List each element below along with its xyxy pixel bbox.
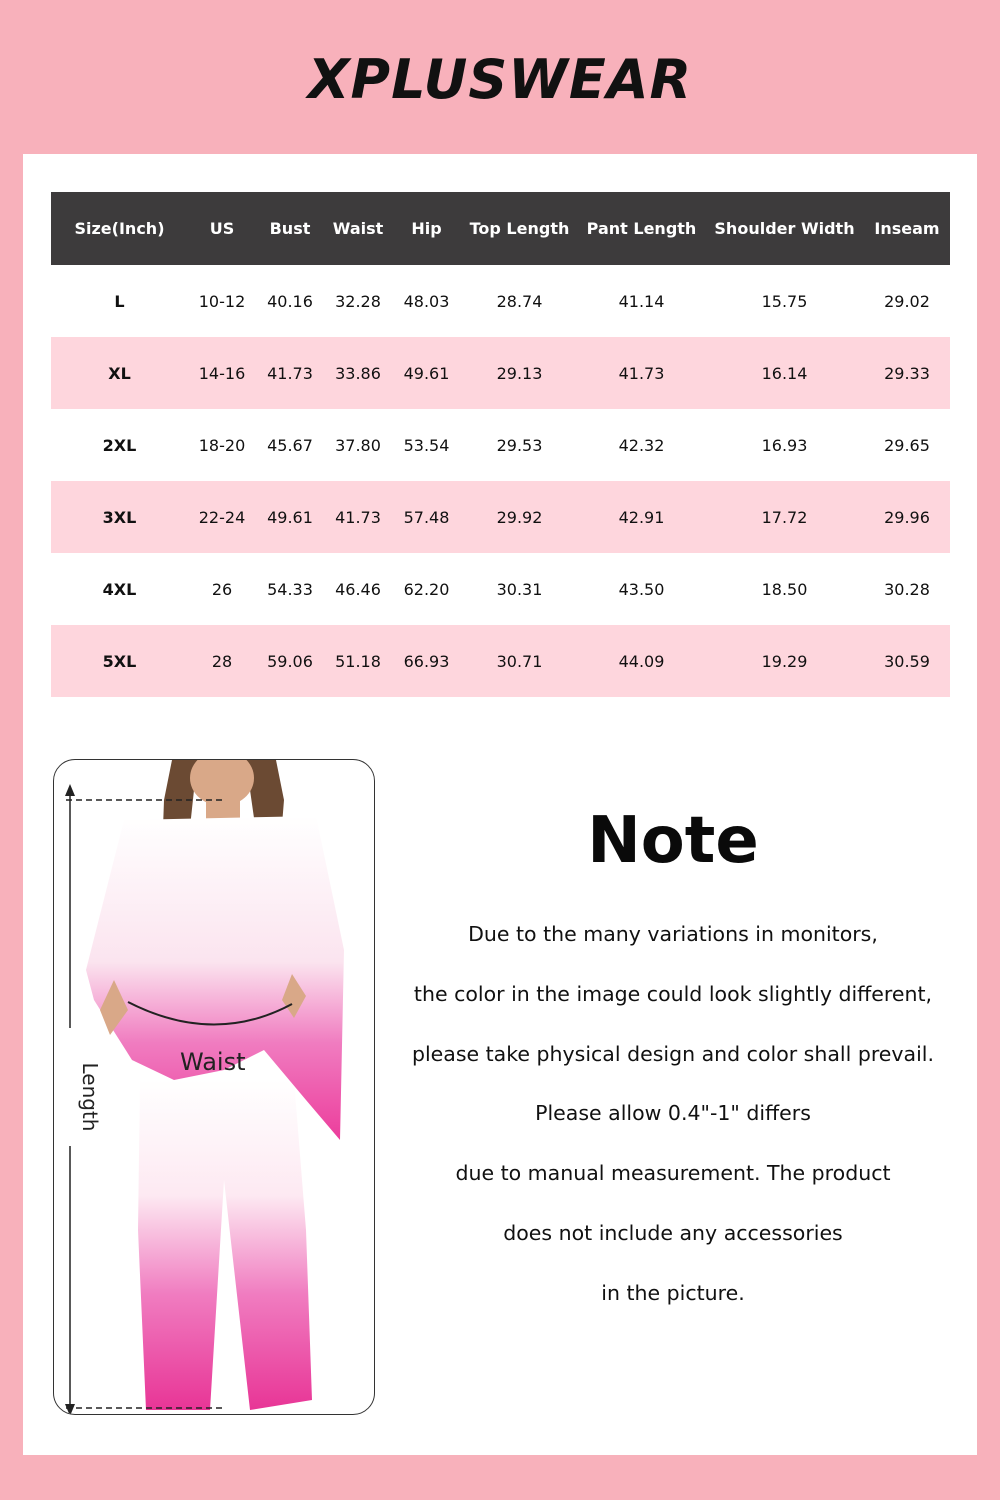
table-cell: 29.02	[884, 291, 930, 311]
table-row	[51, 625, 950, 697]
length-label: Length	[78, 1062, 102, 1132]
table-cell: 19.29	[705, 625, 864, 697]
arrow-down-icon	[65, 1404, 75, 1415]
table-cell: 53.54	[403, 435, 450, 455]
table-row	[51, 409, 950, 481]
table-cell: 29.33	[864, 337, 950, 409]
table-cell: 18.50	[761, 579, 808, 599]
note-line: please take physical design and color shall prevail.	[411, 1041, 935, 1066]
table-cell: 33.86	[324, 337, 392, 409]
table-cell: 30.59	[864, 625, 950, 697]
product-photo	[54, 760, 375, 1415]
table-cell: 46.46	[335, 579, 381, 599]
table-cell: 57.48	[392, 481, 461, 553]
table-cell: 30.28	[884, 579, 930, 599]
table-cell: 40.16	[267, 291, 313, 311]
table-row	[51, 553, 950, 625]
size-cell: L	[114, 291, 125, 311]
table-cell: 18-20	[198, 435, 246, 455]
table-cell: 30.71	[461, 625, 578, 697]
header-pant-length: Pant Length	[578, 192, 705, 265]
header-size: Size(Inch)	[51, 192, 188, 265]
header-waist: Waist	[324, 192, 392, 265]
note-line: the color in the image could look slightly different,	[413, 981, 933, 1006]
note-line: in the picture.	[601, 1280, 745, 1305]
table-cell: 26	[211, 579, 233, 599]
face-shape	[190, 760, 254, 806]
note-line: does not include any accessories	[503, 1220, 843, 1245]
header-inseam: Inseam	[864, 192, 950, 265]
note-title: Note	[587, 804, 759, 878]
table-cell: 45.67	[267, 435, 313, 455]
note-line: Due to the many variations in monitors,	[468, 922, 878, 946]
product-photo-frame	[53, 759, 375, 1415]
note-line: due to manual measurement. The product	[455, 1161, 891, 1186]
pants-shape	[138, 1080, 312, 1410]
table-cell: 41.73	[324, 481, 392, 553]
header-shoulder-width: Shoulder Width	[705, 192, 864, 265]
table-cell: 54.33	[267, 579, 313, 599]
table-cell: 16.14	[705, 337, 864, 409]
header-bust: Bust	[256, 192, 324, 265]
arrow-up-icon	[65, 784, 75, 796]
table-cell: 44.09	[578, 625, 705, 697]
size-cell: 5XL	[51, 625, 188, 697]
table-cell: 17.72	[705, 481, 864, 553]
table-cell: 22-24	[188, 481, 256, 553]
size-cell: 2XL	[102, 435, 137, 455]
table-cell: 29.92	[461, 481, 578, 553]
table-cell: 41.73	[578, 337, 705, 409]
table-cell: 29.65	[884, 435, 930, 455]
waist-label: Waist	[180, 1048, 246, 1076]
table-cell: 59.06	[256, 625, 324, 697]
table-cell: 51.18	[324, 625, 392, 697]
header-top-length: Top Length	[461, 192, 578, 265]
table-cell: 43.50	[618, 579, 665, 599]
table-cell: 14-16	[188, 337, 256, 409]
note-line: Please allow 0.4"-1" differs	[535, 1101, 811, 1126]
note-text	[393, 914, 953, 1333]
table-cell: 30.31	[496, 579, 543, 599]
size-chart-panel	[23, 154, 977, 1455]
table-cell: 49.61	[256, 481, 324, 553]
table-cell: 15.75	[761, 291, 808, 311]
table-cell: 32.28	[335, 291, 381, 311]
table-cell: 29.53	[496, 435, 543, 455]
table-cell: 10-12	[198, 291, 246, 311]
table-cell: 42.32	[618, 435, 665, 455]
size-cell: 4XL	[102, 579, 137, 599]
table-cell: 29.96	[864, 481, 950, 553]
table-row	[51, 337, 950, 409]
size-cell: 3XL	[51, 481, 188, 553]
table-row	[51, 265, 950, 337]
table-cell: 41.14	[618, 291, 665, 311]
table-cell: 16.93	[761, 435, 808, 455]
table-cell: 62.20	[403, 579, 450, 599]
header-us: US	[188, 192, 256, 265]
header-hip: Hip	[392, 192, 461, 265]
size-cell: XL	[51, 337, 188, 409]
table-cell: 41.73	[256, 337, 324, 409]
table-cell: 28	[188, 625, 256, 697]
table-header-row	[51, 192, 950, 265]
table-cell: 37.80	[335, 435, 381, 455]
table-cell: 29.13	[461, 337, 578, 409]
table-cell: 48.03	[403, 291, 450, 311]
table-cell: 66.93	[392, 625, 461, 697]
table-cell: 42.91	[578, 481, 705, 553]
brand-logo: XPLUSWEAR	[307, 48, 693, 111]
table-row	[51, 481, 950, 553]
table-cell: 28.74	[496, 291, 543, 311]
size-table	[51, 192, 950, 697]
table-cell: 49.61	[392, 337, 461, 409]
